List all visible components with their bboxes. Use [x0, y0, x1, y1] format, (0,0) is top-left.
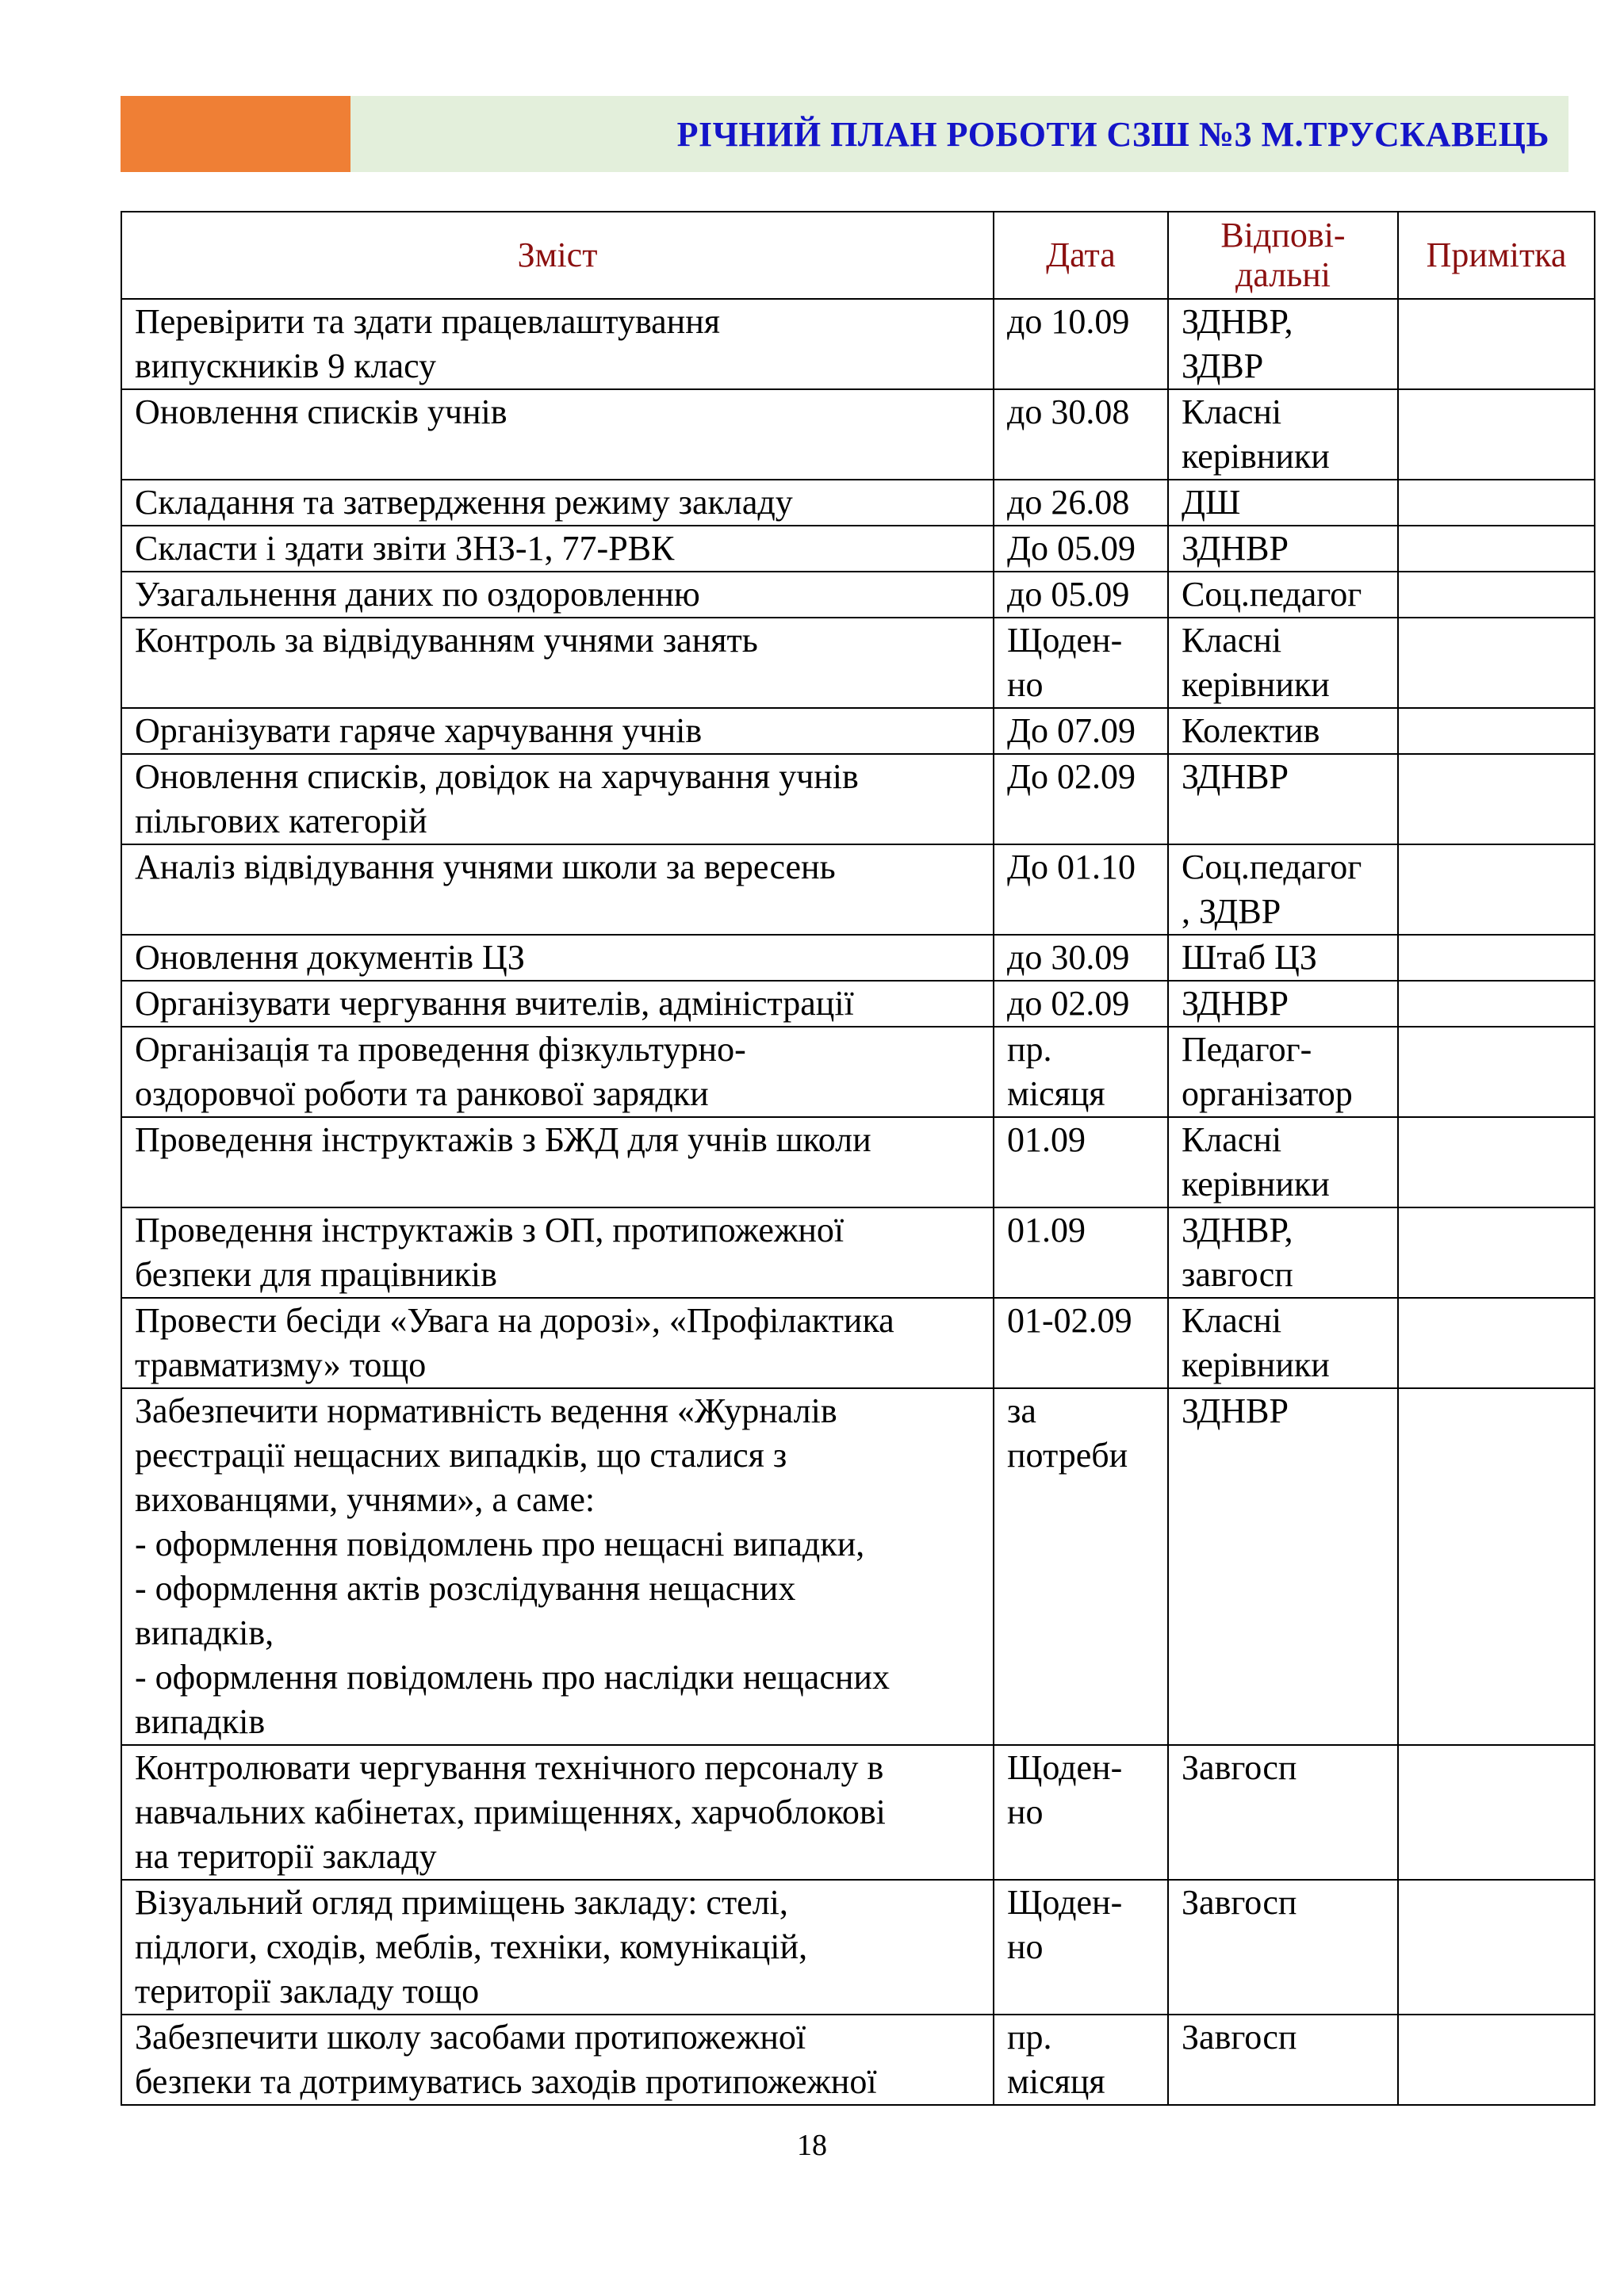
- cell-date: до 10.09: [994, 299, 1168, 389]
- page-number: 18: [797, 2129, 827, 2162]
- cell-content: Проведення інструктажів з ОП, протипожежної безпеки для працівників: [121, 1207, 994, 1298]
- cell-date: до 30.08: [994, 389, 1168, 480]
- cell-content: Забезпечити школу засобами протипожежної безпеки та дотримуватись заходів протипожежної: [121, 2015, 994, 2105]
- cell-date: до 02.09: [994, 981, 1168, 1027]
- cell-responsible: Завгосп: [1168, 2015, 1398, 2105]
- cell-content: Складання та затвердження режиму закладу: [121, 480, 994, 526]
- cell-content: Контроль за відвідуванням учнями занять: [121, 618, 994, 708]
- cell-note: [1398, 618, 1595, 708]
- table-row: [121, 618, 1595, 708]
- cell-content: Контролювати чергування технічного персоналу в навчальних кабінетах, приміщеннях, харчоблокові на території закладу: [121, 1745, 994, 1880]
- cell-content: Провести бесіди «Увага на дорозі», «Профілактика травматизму» тощо: [121, 1298, 994, 1388]
- column-header-responsible: Відпові- дальні: [1168, 212, 1398, 299]
- cell-content: Проведення інструктажів з БЖД для учнів школи: [121, 1117, 994, 1207]
- cell-date: пр. місяця: [994, 2015, 1168, 2105]
- cell-responsible: ЗДНВР: [1168, 1388, 1398, 1745]
- cell-note: [1398, 981, 1595, 1027]
- cell-responsible: Класні керівники: [1168, 1117, 1398, 1207]
- cell-responsible: Класні керівники: [1168, 1298, 1398, 1388]
- cell-date: до 30.09: [994, 935, 1168, 981]
- document-title: РІЧНИЙ ПЛАН РОБОТИ СЗШ №3 М.ТРУСКАВЕЦЬ: [676, 114, 1549, 154]
- cell-date: пр. місяця: [994, 1027, 1168, 1117]
- cell-responsible: Класні керівники: [1168, 389, 1398, 480]
- cell-note: [1398, 1207, 1595, 1298]
- cell-note: [1398, 2015, 1595, 2105]
- cell-date: 01.09: [994, 1117, 1168, 1207]
- cell-content: Оновлення списків, довідок на харчування учнів пільгових категорій: [121, 754, 994, 844]
- header-accent-block: [121, 96, 350, 172]
- cell-content: Скласти і здати звіти ЗНЗ-1, 77-РВК: [121, 526, 994, 572]
- cell-note: [1398, 1745, 1595, 1880]
- table-row: [121, 480, 1595, 526]
- cell-responsible: ЗДНВР, ЗДВР: [1168, 299, 1398, 389]
- cell-note: [1398, 1388, 1595, 1745]
- header-title-area: [350, 96, 1568, 172]
- table-row: [121, 389, 1595, 480]
- cell-note: [1398, 1298, 1595, 1388]
- cell-content: Організувати чергування вчителів, адміністрації: [121, 981, 994, 1027]
- cell-note: [1398, 754, 1595, 844]
- column-header-note: Примітка: [1398, 212, 1595, 299]
- cell-note: [1398, 1880, 1595, 2015]
- table-row: [121, 1298, 1595, 1388]
- column-header-date: Дата: [994, 212, 1168, 299]
- cell-note: [1398, 526, 1595, 572]
- cell-note: [1398, 1117, 1595, 1207]
- table-row: [121, 935, 1595, 981]
- cell-date: Щоден- но: [994, 618, 1168, 708]
- cell-content: Узагальнення даних по оздоровленню: [121, 572, 994, 618]
- cell-responsible: ЗДНВР: [1168, 754, 1398, 844]
- column-header-content: Зміст: [121, 212, 994, 299]
- cell-note: [1398, 480, 1595, 526]
- header-band: [121, 96, 1568, 172]
- cell-date: до 05.09: [994, 572, 1168, 618]
- cell-responsible: ЗДНВР, завгосп: [1168, 1207, 1398, 1298]
- table-row: [121, 299, 1595, 389]
- cell-date: До 05.09: [994, 526, 1168, 572]
- table-row: [121, 708, 1595, 754]
- table-row: [121, 572, 1595, 618]
- table-row: [121, 1117, 1595, 1207]
- cell-date: за потреби: [994, 1388, 1168, 1745]
- cell-content: Оновлення документів ЦЗ: [121, 935, 994, 981]
- table-row: [121, 1880, 1595, 2015]
- cell-content: Візуальний огляд приміщень закладу: стелі, підлоги, сходів, меблів, техніки, комунікацій, території закладу тощо: [121, 1880, 994, 2015]
- table-row: [121, 1207, 1595, 1298]
- cell-responsible: ЗДНВР: [1168, 526, 1398, 572]
- cell-content: Організувати гаряче харчування учнів: [121, 708, 994, 754]
- cell-responsible: Соц.педагог , ЗДВР: [1168, 844, 1398, 935]
- cell-note: [1398, 389, 1595, 480]
- cell-responsible: Завгосп: [1168, 1745, 1398, 1880]
- cell-responsible: Класні керівники: [1168, 618, 1398, 708]
- cell-note: [1398, 708, 1595, 754]
- cell-note: [1398, 935, 1595, 981]
- table-header-row: [121, 212, 1595, 299]
- cell-date: До 01.10: [994, 844, 1168, 935]
- cell-note: [1398, 299, 1595, 389]
- table-row: [121, 1388, 1595, 1745]
- cell-content: Оновлення списків учнів: [121, 389, 994, 480]
- cell-responsible: Соц.педагог: [1168, 572, 1398, 618]
- cell-content: Забезпечити нормативність ведення «Журналів реєстрації нещасних випадків, що сталися з вихованцями, учнями», а саме: - оформлення повідомлень про нещасні випадки, - оформлення актів розслідування нещасних випадків, - оформлення повідомлень про наслідки нещасних випадків: [121, 1388, 994, 1745]
- cell-responsible: Штаб ЦЗ: [1168, 935, 1398, 981]
- plan-table: [121, 211, 1595, 2106]
- table-row: [121, 2015, 1595, 2105]
- cell-note: [1398, 1027, 1595, 1117]
- cell-responsible: Колектив: [1168, 708, 1398, 754]
- cell-date: 01-02.09: [994, 1298, 1168, 1388]
- table-row: [121, 844, 1595, 935]
- plan-table-body: [121, 299, 1595, 2105]
- table-row: [121, 754, 1595, 844]
- table-row: [121, 981, 1595, 1027]
- cell-content: Аналіз відвідування учнями школи за вересень: [121, 844, 994, 935]
- cell-responsible: Завгосп: [1168, 1880, 1398, 2015]
- cell-responsible: ЗДНВР: [1168, 981, 1398, 1027]
- cell-date: Щоден- но: [994, 1745, 1168, 1880]
- cell-content: Перевірити та здати працевлаштування випускників 9 класу: [121, 299, 994, 389]
- cell-date: до 26.08: [994, 480, 1168, 526]
- cell-date: До 07.09: [994, 708, 1168, 754]
- table-row: [121, 526, 1595, 572]
- table-row: [121, 1027, 1595, 1117]
- table-row: [121, 1745, 1595, 1880]
- cell-date: До 02.09: [994, 754, 1168, 844]
- cell-date: Щоден- но: [994, 1880, 1168, 2015]
- cell-note: [1398, 844, 1595, 935]
- cell-note: [1398, 572, 1595, 618]
- cell-responsible: ДШ: [1168, 480, 1398, 526]
- cell-content: Організація та проведення фізкультурно- оздоровчої роботи та ранкової зарядки: [121, 1027, 994, 1117]
- cell-date: 01.09: [994, 1207, 1168, 1298]
- cell-responsible: Педагог- організатор: [1168, 1027, 1398, 1117]
